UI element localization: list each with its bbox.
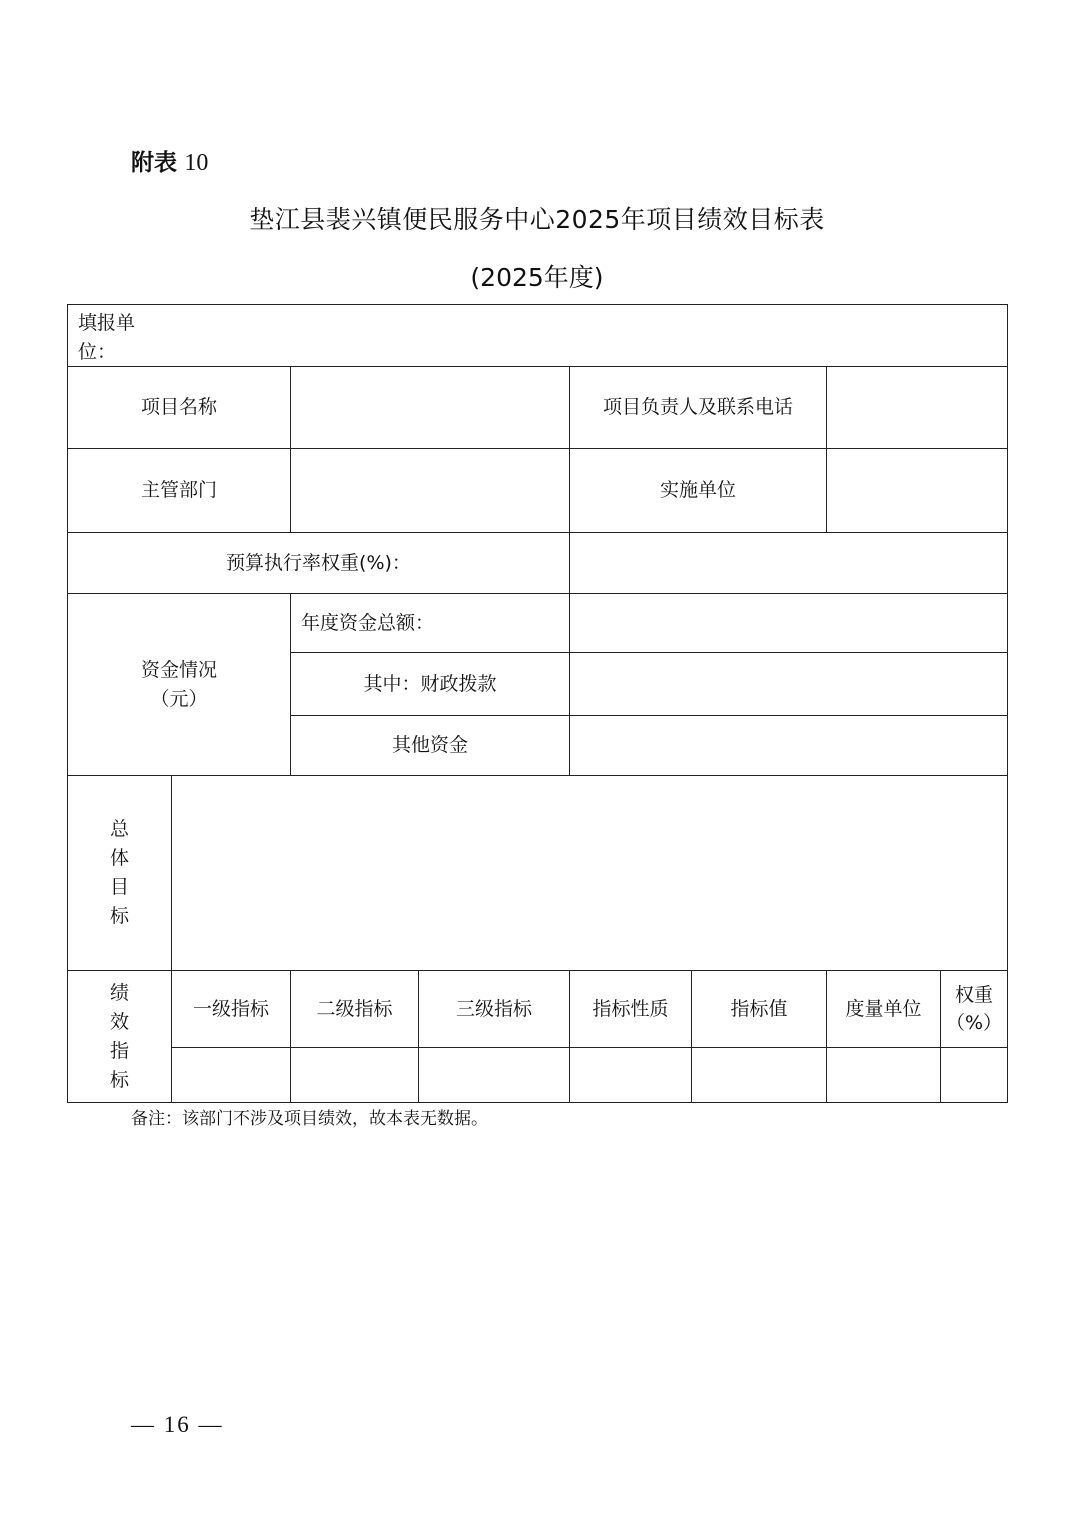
overall-goal-row <box>68 776 1008 971</box>
footnote: 备注：该部门不涉及项目绩效，故本表无数据。 <box>131 1109 488 1129</box>
page-subtitle: (2025年度) <box>470 263 604 292</box>
perf-label <box>68 971 172 1103</box>
overall-goal-label <box>68 776 172 971</box>
funds-label: 资金情况 <box>140 659 217 681</box>
dept-label: 主管部门 <box>68 449 291 533</box>
overall-goal-char: 总 <box>109 818 129 840</box>
perf-cell[interactable] <box>570 1048 692 1103</box>
fiscal-label: 其中：财政拨款 <box>291 653 570 716</box>
project-name-label: 项目名称 <box>68 367 291 449</box>
impl-unit-value[interactable] <box>827 449 1008 533</box>
department-row <box>68 449 1008 533</box>
perf-col-header: 指标性质 <box>570 971 692 1048</box>
impl-unit-label: 实施单位 <box>570 449 827 533</box>
perf-cell[interactable] <box>941 1048 1008 1103</box>
page-number: — 16 — <box>131 1412 224 1437</box>
perf-col-header: 二级指标 <box>291 971 419 1048</box>
responsible-value[interactable] <box>827 367 1008 449</box>
perf-cell[interactable] <box>827 1048 941 1103</box>
perf-col-header: 度量单位 <box>827 971 941 1048</box>
overall-goal-char: 体 <box>109 847 129 869</box>
dept-value[interactable] <box>291 449 570 533</box>
page-title: 垫江县裴兴镇便民服务中心2025年项目绩效目标表 <box>249 205 825 234</box>
perf-cell[interactable] <box>419 1048 570 1103</box>
budget-rate-row <box>68 533 1008 594</box>
perf-cell[interactable] <box>291 1048 419 1103</box>
performance-target-form <box>67 304 1008 1103</box>
perf-col-header: 一级指标 <box>172 971 291 1048</box>
perf-cell[interactable] <box>692 1048 827 1103</box>
perf-col-header: 指标值 <box>692 971 827 1048</box>
annual-total-label: 年度资金总额： <box>291 594 570 653</box>
overall-goal-value[interactable] <box>172 776 1008 971</box>
funds-label-cell <box>68 594 291 776</box>
perf-data-row <box>68 1048 1008 1103</box>
responsible-label: 项目负责人及联系电话 <box>570 367 827 449</box>
appendix-label <box>131 144 208 177</box>
reporting-unit-cell[interactable] <box>68 305 1008 367</box>
fiscal-value[interactable] <box>570 653 1008 716</box>
annual-total-value[interactable] <box>570 594 1008 653</box>
funds-annual-row <box>68 594 1008 653</box>
other-label: 其他资金 <box>291 716 570 776</box>
overall-goal-char: 目 <box>109 876 129 898</box>
perf-cell[interactable] <box>172 1048 291 1103</box>
appendix-number: 10 <box>184 150 209 176</box>
project-name-row <box>68 367 1008 449</box>
budget-rate-label: 预算执行率权重(%)： <box>68 533 570 594</box>
reporting-unit-row <box>68 305 1008 367</box>
budget-rate-value[interactable] <box>570 533 1008 594</box>
perf-label-char: 标 <box>109 1068 129 1091</box>
perf-label-char: 绩 <box>109 981 129 1004</box>
perf-header-row <box>68 971 1008 1048</box>
perf-col-header: 权重（%） <box>941 971 1008 1048</box>
perf-label-char: 效 <box>109 1010 129 1033</box>
overall-goal-char: 标 <box>109 905 129 927</box>
perf-label-char: 指 <box>109 1039 129 1062</box>
other-value[interactable] <box>570 716 1008 776</box>
appendix-label-text: 附表 <box>131 150 177 176</box>
funds-unit: （元） <box>150 687 208 710</box>
reporting-unit-label: 填报单位： <box>78 312 136 363</box>
perf-col-header: 三级指标 <box>419 971 570 1048</box>
project-name-value[interactable] <box>291 367 570 449</box>
